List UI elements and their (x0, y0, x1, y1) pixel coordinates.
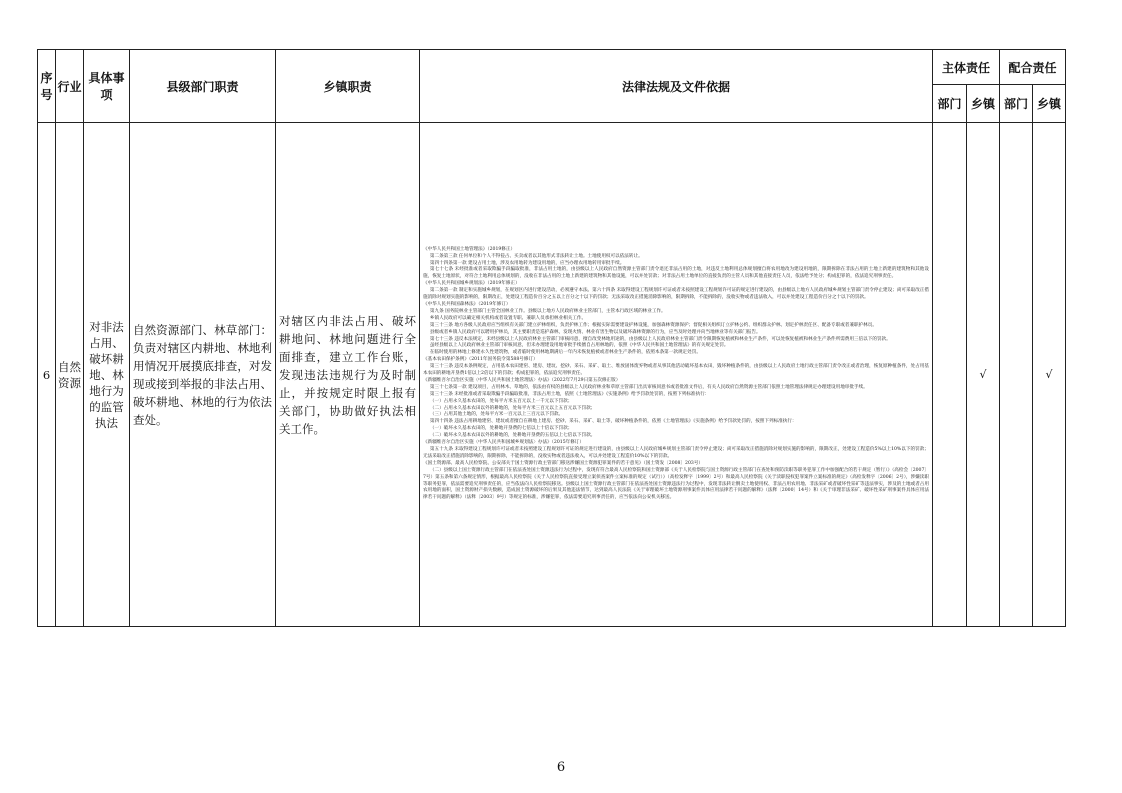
law-line: 第四十四条第一款 建设占用土地，涉及农用地转为建设用地的，应当办理农用地转用审批手续。 (429, 260, 625, 266)
law-line: 《中华人民共和国城乡规划法》（2019年修正） (423, 281, 520, 287)
law-line: 第三十七条第一款 建设项目，占用林木、草地的，依法由有权的县级以上人民政府林业和草原主管部门出具审核同意书或者批准文件后，有关人民政府自然资源主管部门依照土地管理法律规定办理建设用地审批手续。 (429, 384, 868, 390)
header-main-responsibility: 主体责任 (933, 50, 1000, 85)
row-seq: 6 (38, 123, 56, 627)
header-county-duty: 县级部门职责 (130, 50, 276, 123)
law-line: 第九条 国务院林业主管部门主管全国林业工作。县级以上地方人民政府林业主管部门，主管本行政区域的林业工作。 (429, 308, 666, 314)
law-line: （二）占用永久基本农田以外的耕地的，处每平方米三百元以上五百元以下罚款； (429, 405, 596, 411)
responsibility-table (37, 49, 1066, 627)
header-item: 具体事项 (84, 50, 130, 123)
law-line: 在临时使用的林地上修建永久性建筑物，或者临时使用林地期满后一年内未恢复植被或者林业生产条件的，依照本条第一款规定处罚。 (429, 350, 701, 356)
law-line: （二）县级以上国土资源行政主管部门在依法查处国土资源违法行为过程中，发现有符合最高人民检察院和国土资源部《关于人民检察院与国土资源行政主管部门在查处和预防渎职等职务犯罪工作中加强配合的若干规定（暂行）》（高检会〔2007〕7号）第五条和第六条规定情形，根据最高人民检察院《关于人民检察院直接受理立案侦查案件立案标准的规定（试行）》（高检发释字〔1999〕2号）和最高人民检察院《关于渎职侵权犯罪案件立案标准的规定》（高检发释字〔2006〕2号），涉嫌渎职等职务犯罪，依法需要追究刑事责任的，应当依法向人民检察院移送。县级以上国土资源行政主管部门在依法查处国土资源违法行为过程中，发现非法转让倒卖土地使用权、非法占用农用地、非法采矿或者破坏性采矿等违法事实，涉及的土地或者占用农用地的面积，国土资源财产损失数额，造成国土资源破坏的后果及其他违法情节，达到最高人民法院《关于审理破坏土地资源刑事案件具体应用法律若干问题的解释》（法释〔2000〕14号）和《关于审理非法采矿、破坏性采矿刑事案件具体应用法律若干问题的解释》（法释〔2003〕9号）等规定的标准，涉嫌犯罪，依法需要追究刑事责任的，应当依法向公安机关移送。 (423, 467, 929, 501)
law-line: 《基本农田保护条例》（2011年国务院令第588号修订） (423, 357, 538, 363)
page-number: 6 (556, 760, 566, 775)
row-item: 对非法占用、破坏耕地、林地行为的监管执法 (84, 123, 130, 627)
header-coop-responsibility: 配合责任 (1000, 50, 1066, 85)
law-line: 《国土资源部、最高人民检察院、公安部关于国土资源行政主管部门移送涉嫌国土资源犯罪案件的若干意见》（国土资发〔2008〕203号） (423, 460, 704, 466)
header-coop-dept: 部门 (1000, 85, 1033, 123)
row-town-duty: 对辖区内非法占用、破坏耕地问、林地问题进行全面排查，建立工作台账，发现违法违规行为及时制止，并按规定时限上报有关部门，协助做好执法相关工作。 (276, 123, 420, 627)
law-line: 第三十三条 地方各级人民政府应当组织有关部门建立护林组织，负责护林工作；根据实际需要建设护林设施，加强森林资源保护；督促相关组织订立护林公约、组织群众护林、划定护林责任区、配备专职或者兼职护林员。 (429, 322, 877, 328)
law-line: 《中华人民共和国土地管理法》（2019修正） (423, 246, 516, 252)
row-coop-dept (1000, 123, 1033, 627)
law-line: 第五十九条 未取得建设工程规划许可证或者未按照建设工程规划许可证的规定进行建设的，由县级以上人民政府城乡规划主管部门责令停止建设；尚可采取改正措施消除对规划实施的影响的，限期改正，处建设工程造价5%以上10%以下的罚款；无法采取改正措施消除影响的，限期拆除，不能拆除的，没收实物或者违法收入，可以并处建设工程造价10%以下的罚款。 (423, 447, 929, 459)
law-line: （三）占用其他土地的，处每平方米一百元以上三百元以下罚款。 (429, 412, 564, 418)
header-law-basis: 法律法规及文件依据 (420, 50, 933, 123)
table-row (38, 123, 1066, 627)
row-main-dept (933, 123, 967, 627)
header-town-duty: 乡镇职责 (276, 50, 420, 123)
law-line: 县级或者乡镇人民政府可以聘用护林员，其主要职责是巡护森林，发现火情、林业有害生物以及破坏森林资源的行为，应当及时处理并向当地林业等有关部门报告。 (429, 329, 761, 335)
row-main-town-check: √ (967, 123, 1000, 627)
header-coop-town: 乡镇 (1033, 85, 1066, 123)
row-law-basis (420, 123, 933, 627)
law-line: （一）占用永久基本农田的，处每平方米五百元以上一千元以下罚款； (429, 398, 573, 404)
law-line: 第三十三条 违反本条例规定，占用基本农田建窑、建房、建坟、挖砂、采石、采矿、取土、堆放固体废弃物或者从事其他活动破坏基本农田，毁坏种植条件的，由县级以上人民政府土地行政主管部门责令改正或者治理，恢复原种植条件，处占用基本农田的耕地开垦费1倍以上2倍以下的罚款；构成犯罪的，依法追究刑事责任。 (423, 364, 929, 377)
header-main-dept: 部门 (933, 85, 967, 123)
law-line: 第四十四条 违法占用耕地建窑、建坟或者擅自在耕地上建房、挖砂、采石、采矿、取土等，破坏种植条件的，依照《土地管理法》《实施条例》给予罚款处罚的，按照下列标准执行： (429, 419, 797, 425)
row-industry: 自然资源 (56, 123, 84, 627)
header-industry: 行业 (56, 50, 84, 123)
law-line: （二）破坏永久基本农田以外的耕地的，处耕地开垦费的五倍以上七倍以下罚款。 (429, 433, 596, 439)
law-line: 乡镇人民政府可以确定相关机构或者设置专职、兼职人员承担林业相关工作。 (429, 315, 587, 321)
law-line: 《新疆维吾尔自治区实施〈中华人民共和国城乡规划法〉办法》（2015年修订） (423, 440, 584, 446)
law-line: 《新疆维吾尔自治区实施〈中华人民共和国土地管理法〉办法》（2022年7月29日第五次修正版） (423, 377, 621, 383)
law-line: 虽经县级以上人民政府林业主管部门审核同意，但未办理建设用地审批手续擅自占用林地的，依照《中华人民共和国土地管理法》的有关规定处罚。 (429, 343, 729, 349)
row-county-duty: 自然资源部门、林草部门：负责对辖区内耕地、林地利用情况开展摸底排查，对发现或接到举报的非法占用、破坏耕地、林地的行为依法查处。 (130, 123, 276, 627)
law-line: 第三十三条 未经批准或者采取欺骗手段骗取批准，非法占用土地，依照《土地管理法》《实施条例》给予罚款处罚的，按照下列标准执行： (429, 391, 710, 397)
law-text-block (423, 247, 929, 503)
law-line: （一）破坏永久基本农田的，处耕地开垦费的七倍以上十倍以下罚款； (429, 426, 573, 432)
law-line: 第二条第三款 任何单位和个人不得侵占、买卖或者以其他形式非法转让土地。土地使用权可以依法转让。 (429, 253, 643, 259)
law-line: 第七十七条 未经批准或者采取欺骗手段骗取批准，非法占用土地的，由县级以上人民政府自然资源主管部门责令退还非法占用的土地，对违反土地利用总体规划擅自将农用地改为建设用地的，限期拆除在非法占用的土地上新建的建筑物和其他设施，恢复土地原状，对符合土地利用总体规划的，没收在非法占用的土地上新建的建筑物和其他设施，可以并处罚款；对非法占用土地单位的直接负责的主管人员和其他直接责任人员，依法给予处分；构成犯罪的，依法追究刑事责任。 (423, 267, 929, 280)
row-coop-town-check: √ (1033, 123, 1066, 627)
header-seq: 序号 (38, 50, 56, 123)
law-line: 第二条第一款 制定和实施城乡规划，在规划区内进行建设活动，必须遵守本法。第六十四条 未取得建设工程规划许可证或者未按照建设工程规划许可证的规定进行建设的，由县级以上地方人民政府城乡规划主管部门责令停止建设；尚可采取改正措施消除对规划实施的影响的，限期改正，处建设工程造价百分之五以上百分之十以下的罚款；无法采取改正措施消除影响的，限期拆除，不能拆除的，没收实物或者违法收入，可以并处建设工程造价百分之十以下的罚款。 (423, 288, 929, 301)
law-line: 第七十三条 违反本法规定，未经县级以上人民政府林业主管部门审核同意，擅自改变林地用途的，由县级以上人民政府林业主管部门责令限期恢复植被和林业生产条件，可以处恢复植被和林业生产条件所需费用三倍以下的罚款。 (429, 336, 891, 342)
law-line: 《中华人民共和国森林法》（2019年修订） (423, 301, 511, 307)
header-main-town: 乡镇 (967, 85, 1000, 123)
